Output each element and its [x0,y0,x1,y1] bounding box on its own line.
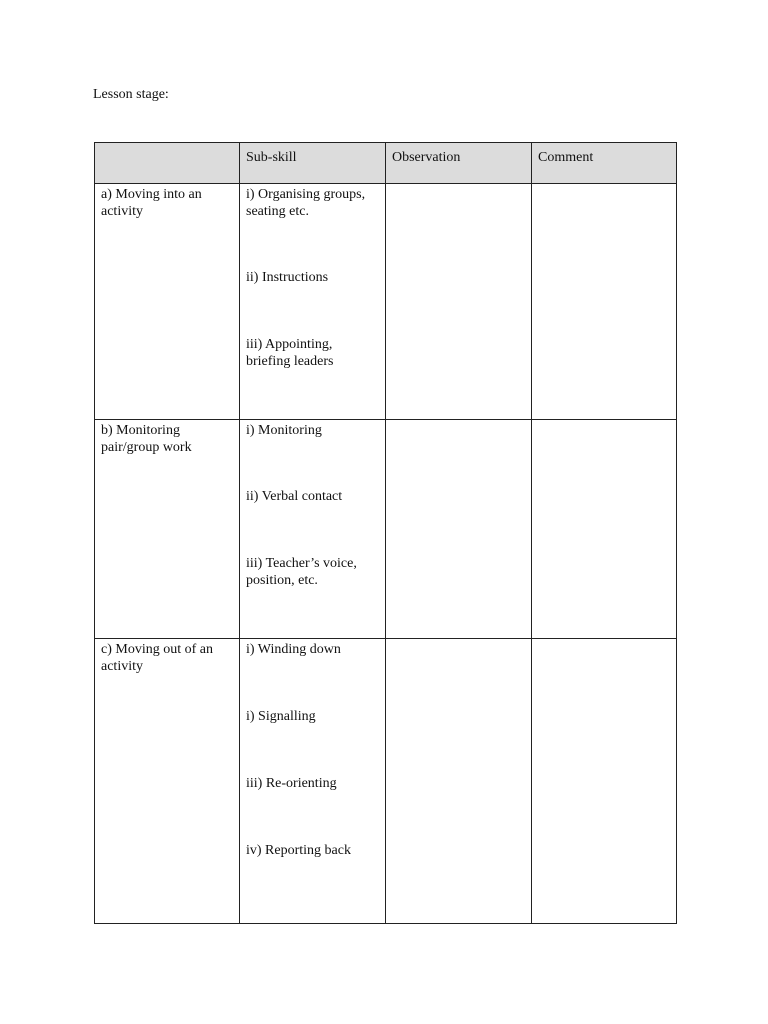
stage-cell [95,420,240,639]
sub-skill-item: iii) Teacher’s voice, position, etc. [246,556,357,588]
observation-table [94,142,677,924]
sub-skill-cell [240,420,386,639]
table-row [95,639,677,924]
sub-skill-item: i) Monitoring [246,423,322,438]
header-comment: Comment [532,143,677,184]
sub-skill-item: i) Signalling [246,709,316,724]
sub-skill-item: i) Organising groups, seating etc. [246,187,366,219]
stage-label: c) Moving out of an activity [101,642,213,674]
sub-skill-cell [240,639,386,924]
observation-cell[interactable] [386,420,532,639]
table-row [95,184,677,420]
table-row [95,420,677,639]
sub-skill-cell [240,184,386,420]
sub-skill-item: iv) Reporting back [246,843,351,858]
lesson-stage-label: Lesson stage: [93,87,169,102]
sub-skill-item: ii) Instructions [246,270,329,285]
sub-skill-item: iii) Appointing, briefing leaders [246,337,334,369]
stage-cell [95,639,240,924]
sub-skill-item: ii) Verbal contact [246,489,343,504]
observation-cell[interactable] [386,184,532,420]
observation-cell[interactable] [386,639,532,924]
table-header-row [95,143,677,184]
sub-skill-item: i) Winding down [246,642,341,657]
stage-label: a) Moving into an activity [101,187,202,219]
comment-cell[interactable] [532,420,677,639]
header-stage [95,143,240,184]
stage-label: b) Monitoring pair/group work [101,423,192,455]
header-observation: Observation [386,143,532,184]
comment-cell[interactable] [532,184,677,420]
comment-cell[interactable] [532,639,677,924]
header-sub-skill: Sub-skill [240,143,386,184]
sub-skill-item: iii) Re-orienting [246,776,337,791]
stage-cell [95,184,240,420]
